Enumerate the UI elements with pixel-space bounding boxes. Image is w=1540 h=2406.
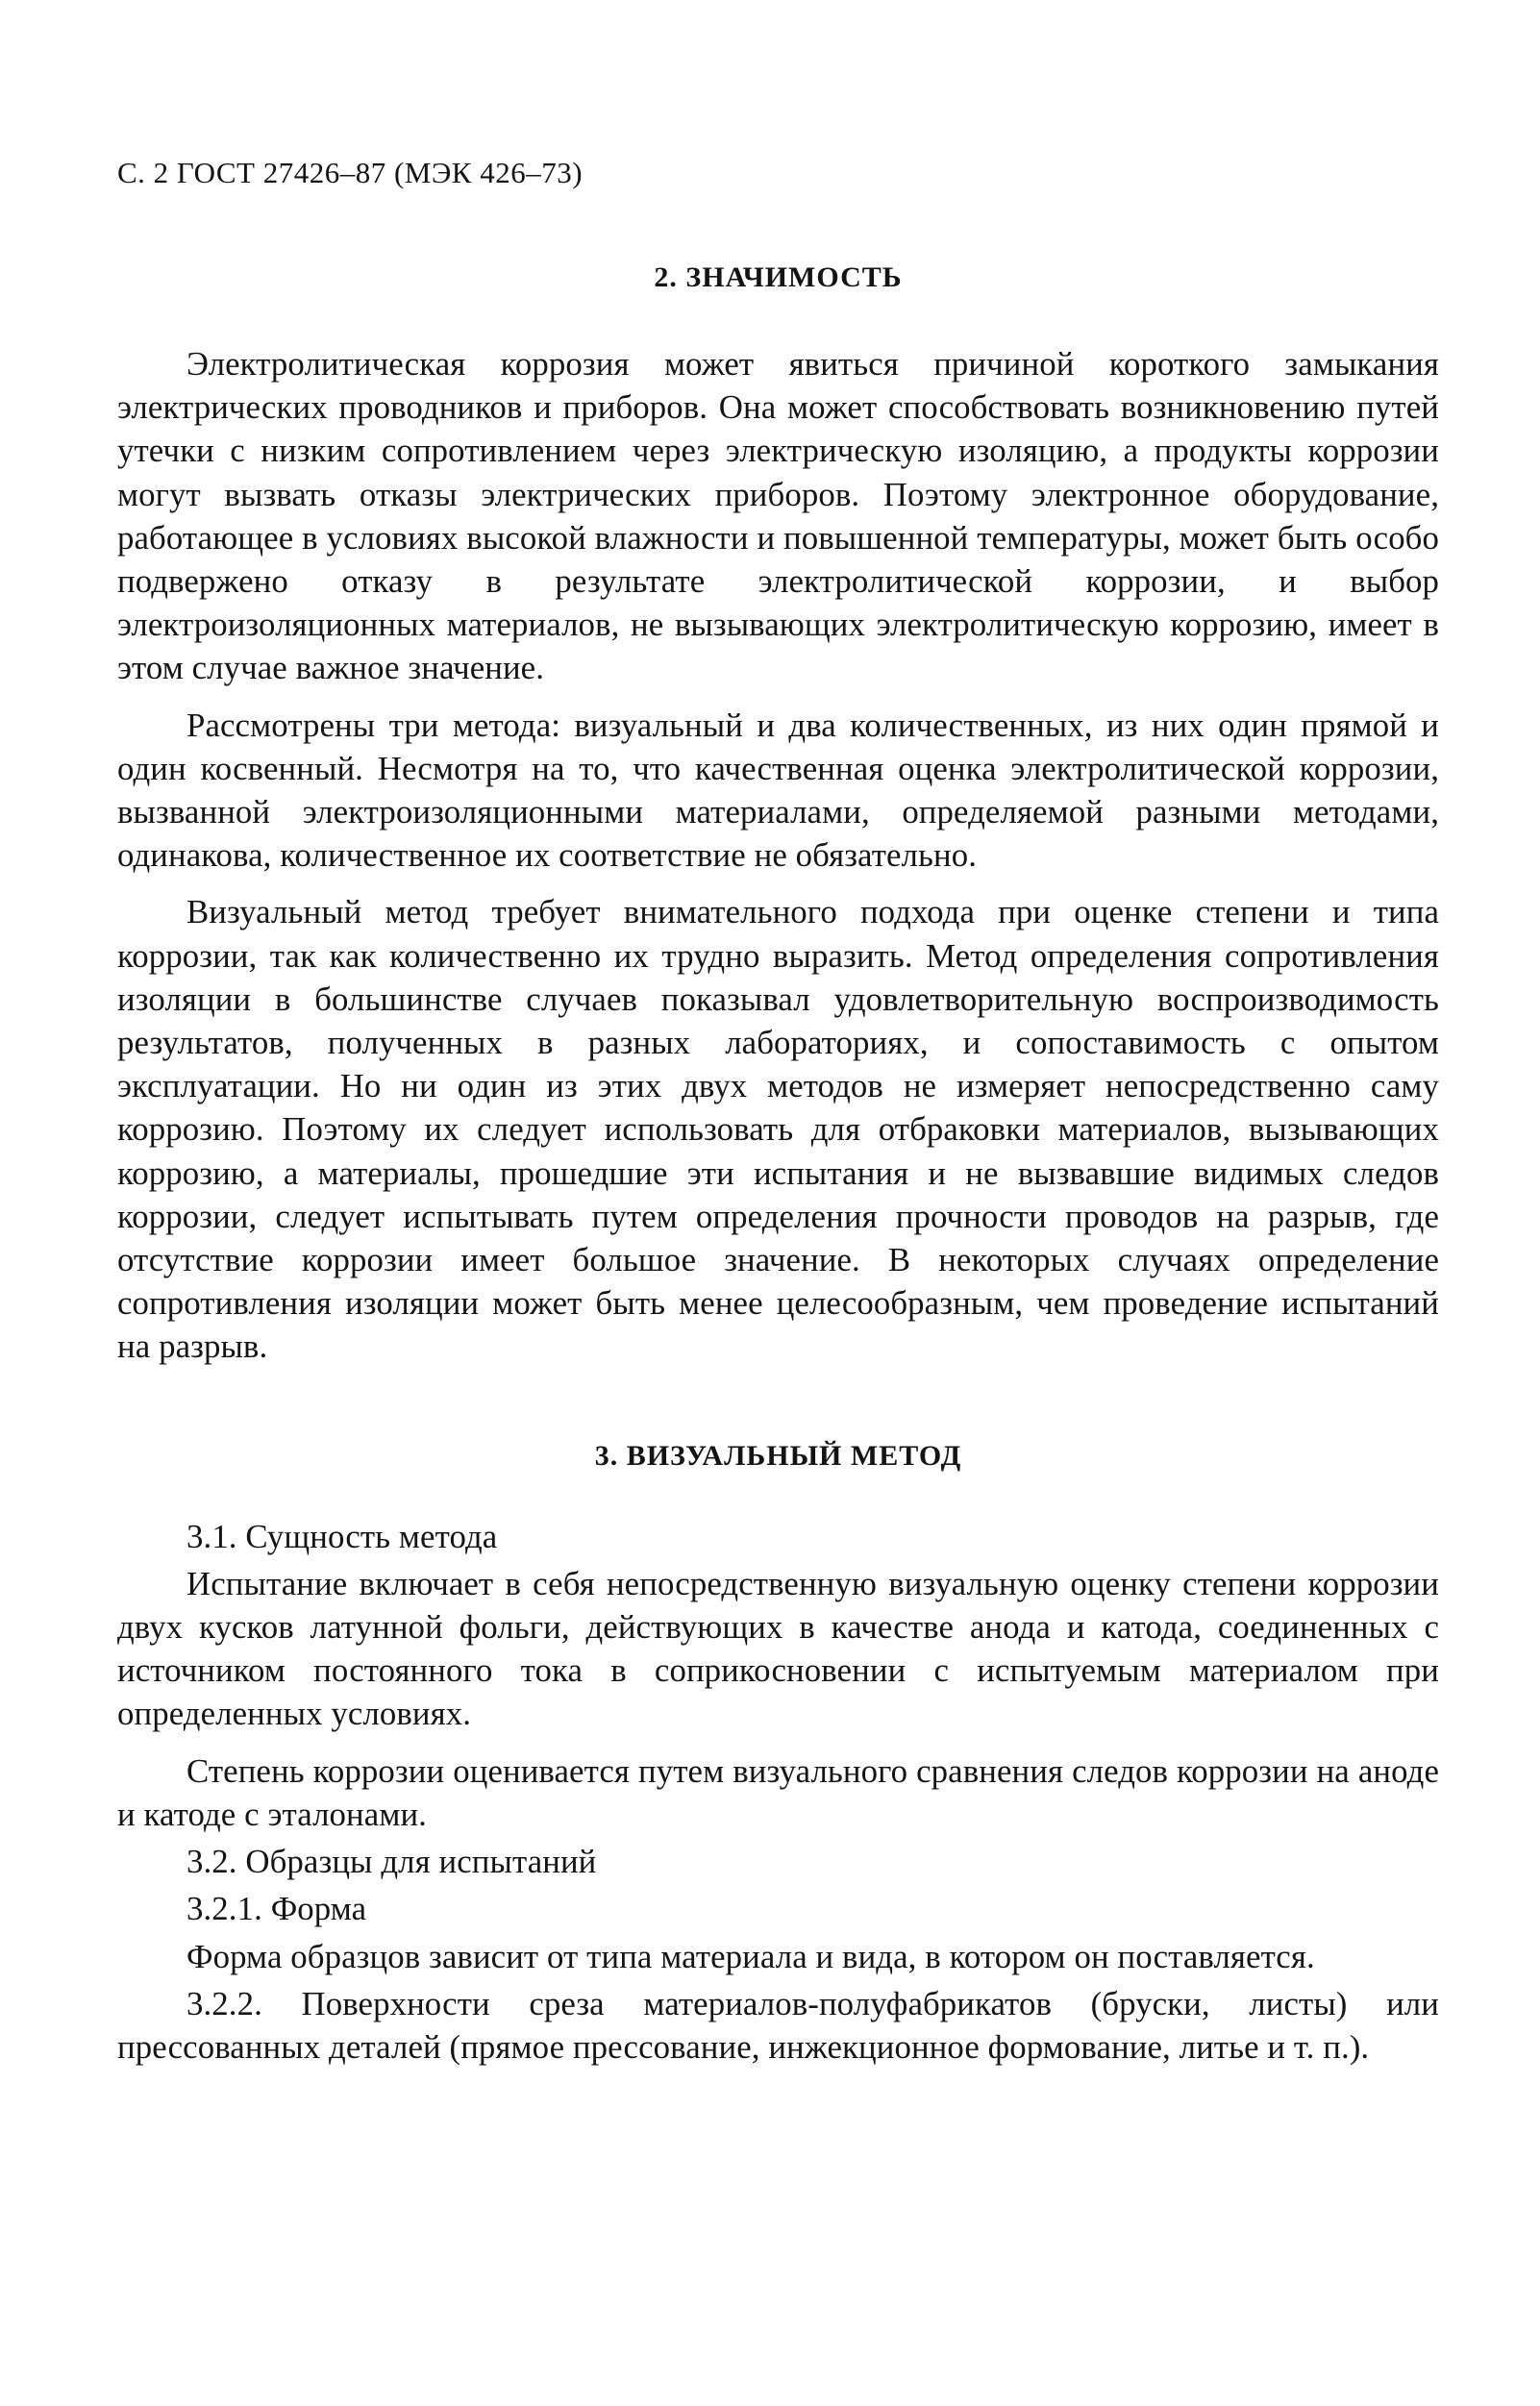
- item-3-1-heading: 3.1. Сущность метода: [186, 1517, 498, 1555]
- item-3-2-1-heading: 3.2.1. Форма: [186, 1890, 367, 1928]
- item-3-2-2-paragraph: 3.2.2. Поверхности среза материалов-полуфабрикатов (бруски, листы) или прессованных деталей (прямое прессование, инжекционное формование, литье и т. п.).: [117, 1984, 1439, 2066]
- section-2-paragraph-1: Электролитическая коррозия может явиться причиной короткого замыкания электрических проводников и приборов. Она может способствовать возникновению путей утечки с низким сопротивлением через электрическую изоляцию, а продукты коррозии могут вызвать отказы электрических приборов. Поэтому электронное оборудование, работающее в условиях высокой влажности и повышенной температуры, может быть особо подвержено отказу в результате электролитической коррозии, и выбор электроизоляционных материалов, не вызывающих электролитическую коррозию, имеет в этом случае важное значение.: [117, 345, 1439, 687]
- section-2-paragraph-2: Рассмотрены три метода: визуальный и два количественных, из них один прямой и один косвенный. Несмотря на то, что качественная оценка электролитической коррозии, вызванной электроизоляционными материалами, определяемой разными методами, одинакова, количественное их соответствие не обязательно.: [117, 706, 1439, 875]
- item-3-1-paragraph-2: Степень коррозии оценивается путем визуального сравнения следов коррозии на аноде и катоде с эталонами.: [117, 1751, 1439, 1833]
- running-header: С. 2 ГОСТ 27426–87 (МЭК 426–73): [117, 156, 584, 189]
- item-3-2-heading: 3.2. Образцы для испытаний: [186, 1843, 597, 1881]
- section-2-title: 2. ЗНАЧИМОСТЬ: [654, 261, 903, 293]
- page-content: [117, 261, 1439, 2082]
- item-3-2-1-paragraph: Форма образцов зависит от типа материала и вида, в котором он поставляется.: [186, 1937, 1315, 1975]
- section-3-title: 3. ВИЗУАЛЬНЫЙ МЕТОД: [594, 1439, 962, 1472]
- item-3-1-paragraph-1: Испытание включает в себя непосредственную визуальную оценку степени коррозии двух кусков латунной фольги, действующих в качестве анода и катода, соединенных с источником постоянного тока в соприкосновении с испытуемым материалом при определенных условиях.: [117, 1564, 1439, 1733]
- section-2-paragraph-3: Визуальный метод требует внимательного подхода при оценке степени и типа коррозии, так как количественно их трудно выразить. Метод определения сопротивления изоляции в большинстве случаев показывал удовлетворительную воспроизводимость результатов, полученных в разных лабораториях, и сопоставимость с опытом эксплуатации. Но ни один из этих двух методов не измеряет непосредственно саму коррозию. Поэтому их следует использовать для отбраковки материалов, вызывающих коррозию, а материалы, прошедшие эти испытания и не вызвавшие видимых следов коррозии, следует испытывать путем определения прочности проводов на разрыв, где отсутствие коррозии имеет большое значение. В некоторых случаях определение сопротивления изоляции может быть менее целесообразным, чем проведение испытаний на разрыв.: [117, 893, 1439, 1366]
